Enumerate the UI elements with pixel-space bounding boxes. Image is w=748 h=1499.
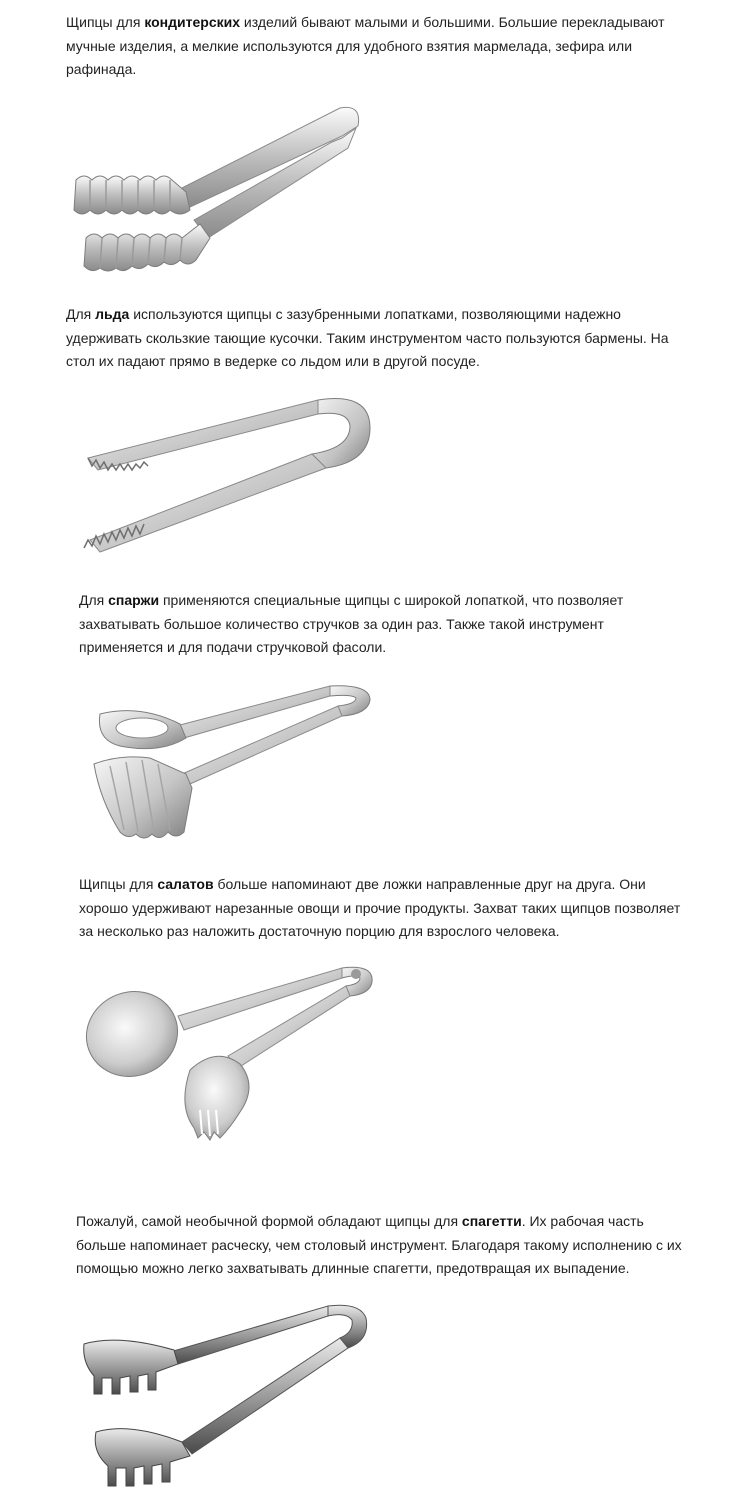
- paragraph-text-after: . Их рабочая часть больше напоминает расческу, чем столовый инструмент. Благодаря такому исполнению с их помощью можно легко захватывать длинные спагетти, предотвращая их выпадение.: [76, 1213, 682, 1276]
- paragraph-asparagus-tongs: [79, 589, 691, 660]
- asparagus-tongs-image: [80, 680, 380, 845]
- paragraph-text-bold: спаржи: [108, 592, 160, 608]
- paragraph-text-bold: кондитерских: [144, 14, 241, 30]
- paragraph-text-bold: салатов: [157, 876, 214, 892]
- paragraph-text-before: Для: [66, 306, 96, 322]
- paragraph-text-after: используются щипцы с зазубренными лопатками, позволяющими надежно удерживать скользкие тающие кусочки. Таким инструментом часто пользуются бармены. На стол их падают прямо в ведерке со льдом или в другой посуде.: [66, 306, 669, 369]
- paragraph-text-before: Для: [79, 592, 109, 608]
- ice-tongs-image: [78, 390, 378, 565]
- paragraph-text-before: Щипцы для: [66, 14, 145, 30]
- paragraph-text-after: изделий бывают малыми и большими. Большие перекладывают мучные изделия, а мелкие используются для удобного взятия мармелада, зефира или рафинада.: [66, 14, 665, 77]
- paragraph-text-after: применяются специальные щипцы с широкой лопаткой, что позволяет захватывать большое количество стручков за один раз. Также такой инструмент применяется и для подачи стручковой фасоли.: [79, 592, 624, 655]
- paragraph-text-bold: спагетти: [461, 1213, 522, 1229]
- paragraph-spaghetti-tongs: [76, 1210, 691, 1281]
- paragraph-text-after: больше напоминают две ложки направленные друг на друга. Они хорошо удерживают нарезанные овощи и прочие продукты. Захват таких щипцов позволяет за несколько раз наложить достаточную порцию для взрослого человека.: [79, 876, 681, 939]
- salad-tongs-image: [80, 960, 380, 1150]
- pastry-tongs-image: [70, 98, 370, 283]
- spaghetti-tongs-image: [78, 1300, 378, 1492]
- paragraph-text-bold: льда: [95, 306, 130, 322]
- paragraph-pastry-tongs: [66, 11, 666, 82]
- paragraph-text-before: Щипцы для: [79, 876, 158, 892]
- paragraph-text-before: Пожалуй, самой необычной формой обладают щипцы для: [76, 1213, 462, 1229]
- paragraph-ice-tongs: [66, 303, 691, 374]
- paragraph-salad-tongs: [79, 873, 691, 944]
